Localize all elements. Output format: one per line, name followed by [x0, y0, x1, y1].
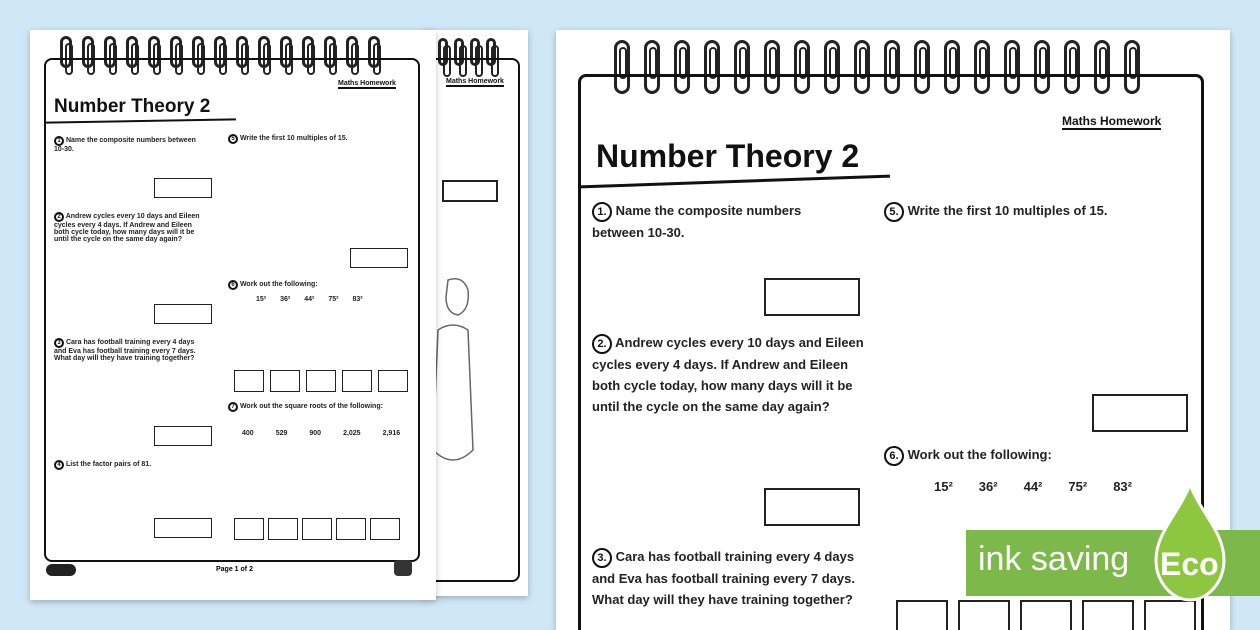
- question-7: 7 Work out the square roots of the following:: [228, 402, 418, 412]
- page-tag: Maths Homework: [1062, 114, 1162, 128]
- back-worksheet-page: [420, 30, 528, 596]
- question-2: 2. Andrew cycles every 10 days and Eileen cycles every 4 days. If Andrew and Eileen both cycle today, how many days will it be until the cycle on the same day again?: [592, 335, 864, 414]
- question-5: 5. Write the first 10 multiples of 15.: [884, 200, 1184, 222]
- ink-saving-label: ink saving: [978, 540, 1130, 578]
- answer-box: [442, 180, 498, 202]
- page-title: Number Theory 2: [596, 138, 860, 174]
- answer-box: [1092, 394, 1188, 432]
- eco-drop-icon: [1150, 482, 1230, 602]
- answer-box-row: [234, 518, 400, 540]
- footer-logo: [46, 564, 76, 576]
- question-3: 3. Cara has football training every 4 days and Eva has football training every 7 days. What day will they have training together?: [592, 549, 855, 607]
- squares-list: 15² 36² 44² 75² 83²: [934, 479, 1132, 494]
- answer-box: [154, 304, 212, 324]
- question-5: 5 Write the first 10 multiples of 15.: [228, 134, 408, 144]
- answer-box: [764, 278, 860, 316]
- answer-box-row: [234, 370, 408, 392]
- front-worksheet-page: [30, 30, 436, 600]
- answer-box: [350, 248, 408, 268]
- page-title: Number Theory 2: [54, 96, 211, 117]
- question-4: 4 List the factor pairs of 81.: [54, 460, 206, 470]
- roots-list: 400 529 900 2,025 2,916: [242, 430, 401, 437]
- answer-box-row: [896, 600, 1196, 630]
- footer-logo-2: [394, 560, 412, 576]
- question-1: 1. Name the composite numbers between 10-30.: [592, 203, 802, 240]
- answer-box: [154, 178, 212, 198]
- question-1: 1 Name the composite numbers between 10-30.: [54, 137, 196, 153]
- answer-box: [764, 488, 860, 526]
- page-tag: Maths Homework: [446, 78, 504, 85]
- question-6: 6. Work out the following:: [884, 444, 1184, 466]
- question-6: 6 Work out the following:: [228, 280, 408, 290]
- squares-list: 15² 36² 44² 75² 83²: [256, 296, 363, 303]
- eco-label: Eco: [1160, 546, 1219, 582]
- page-tag: Maths Homework: [338, 80, 396, 87]
- answer-box: [154, 426, 212, 446]
- footer-page-number: Page 1 of 2: [216, 566, 253, 573]
- answer-box: [154, 518, 212, 538]
- question-2: 2 Andrew cycles every 10 days and Eileen cycles every 4 days. If Andrew and Eileen both cycle today, how many days will it be until the cycle on the same day again?: [54, 213, 200, 243]
- question-3: 3 Cara has football training every 4 days and Eva has football training every 7 days. What day will they have training together?: [54, 339, 196, 362]
